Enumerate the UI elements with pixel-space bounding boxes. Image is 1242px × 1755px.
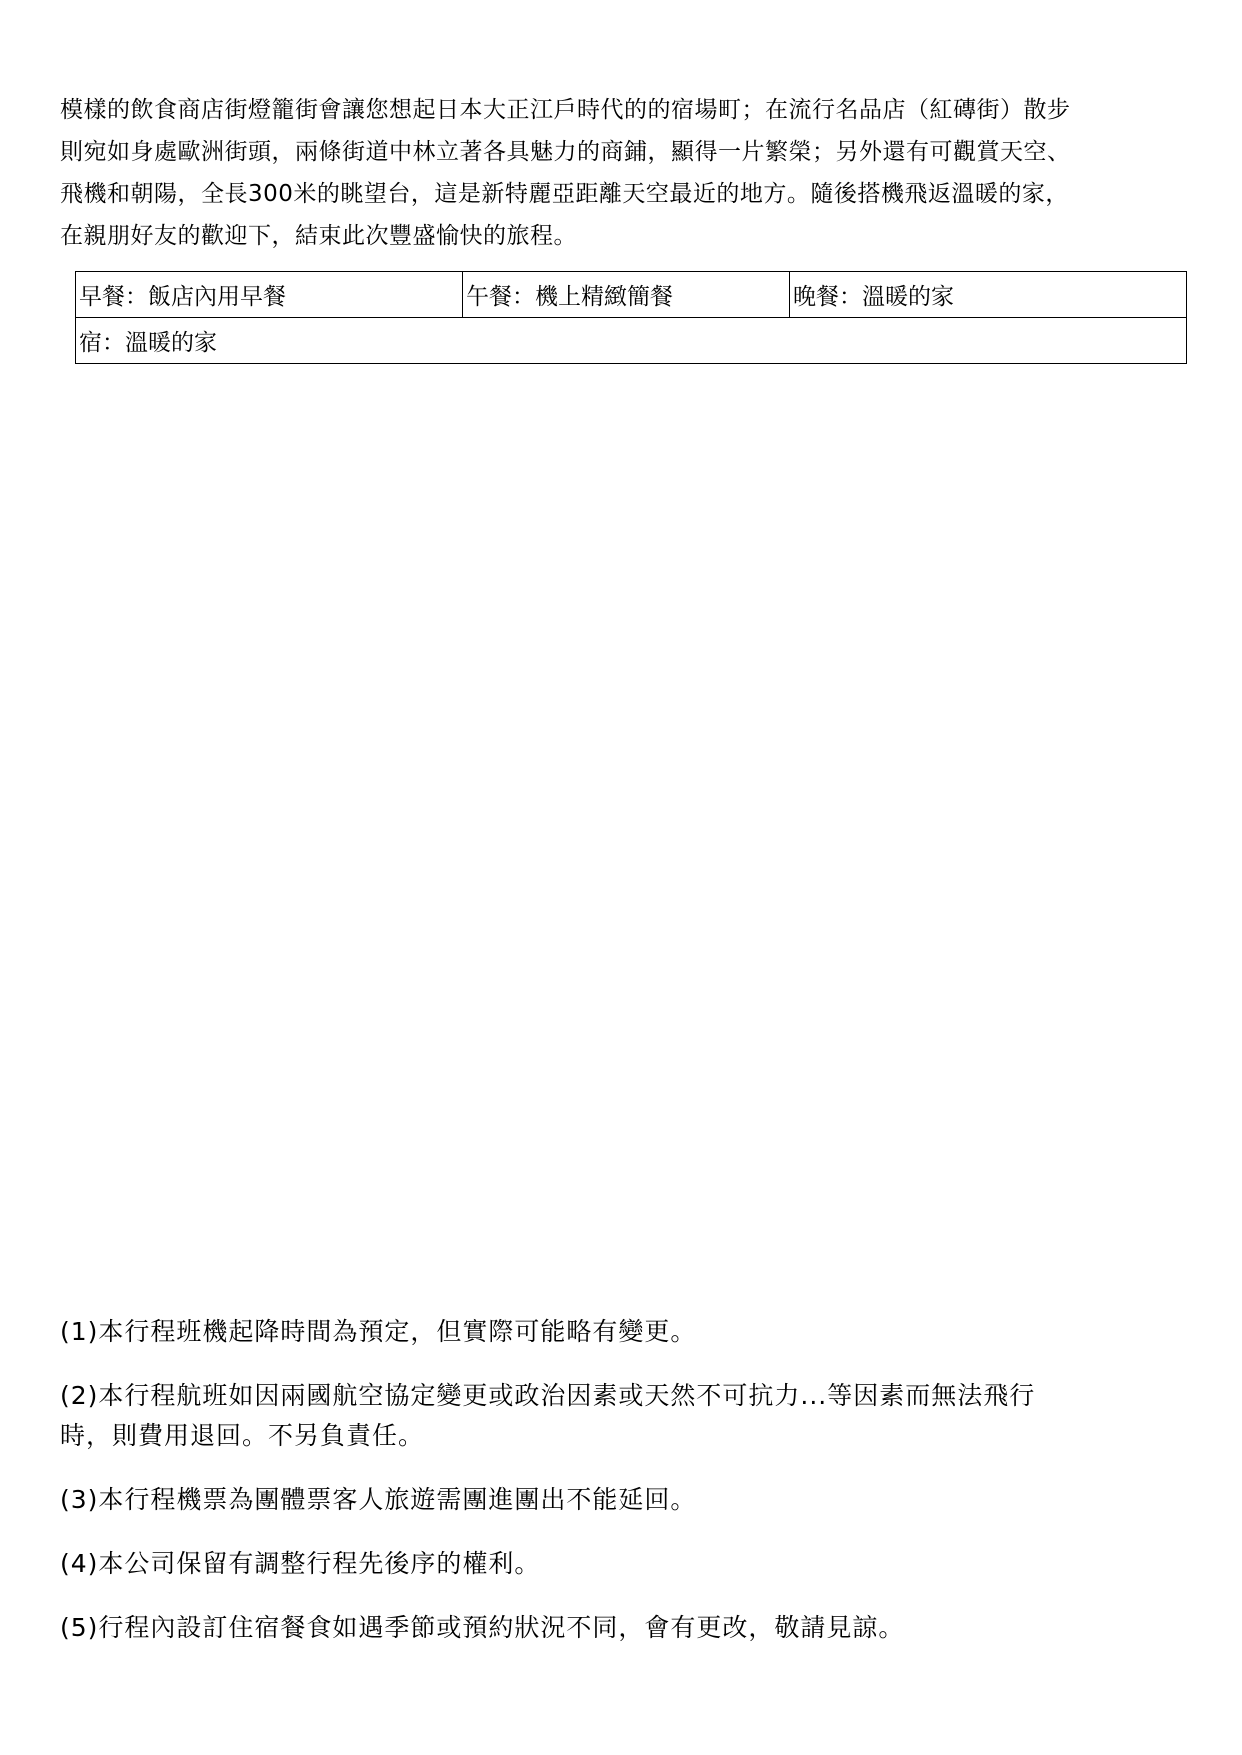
accommodation-cell: 宿：溫暖的家 xyxy=(76,318,1187,364)
note-text: (2)本行程航班如因兩國航空協定變更或政治因素或天然不可抗力...等因素而無法飛行 xyxy=(60,1381,1036,1410)
note-item xyxy=(60,1376,1190,1456)
breakfast-cell: 早餐：飯店內用早餐 xyxy=(76,272,463,318)
note-text: (3)本行程機票為團體票客人旅遊需團進團出不能延回。 xyxy=(60,1485,697,1514)
lunch-cell: 午餐：機上精緻簡餐 xyxy=(463,272,790,318)
dinner-cell: 晚餐：溫暖的家 xyxy=(790,272,1187,318)
meals-table xyxy=(75,271,1187,364)
note-text: 時，則費用退回。不另負責任。 xyxy=(60,1421,425,1450)
description-line: 模樣的飲食商店街燈籠街會讓您想起日本大正江戶時代的的宿場町；在流行名品店（紅磚街）散步 xyxy=(60,97,1071,123)
description-line: 在親朋好友的歡迎下，結束此次豐盛愉快的旅程。 xyxy=(60,223,577,249)
meals-row xyxy=(76,272,1187,318)
description-line: 飛機和朝陽，全長300米的眺望台，這是新特麗亞距離天空最近的地方。隨後搭機飛返溫暖的家， xyxy=(60,181,1069,207)
note-text: (4)本公司保留有調整行程先後序的權利。 xyxy=(60,1549,541,1578)
notes-section xyxy=(60,1312,1190,1672)
accommodation-row xyxy=(76,318,1187,364)
note-item xyxy=(60,1608,1190,1648)
note-text: (1)本行程班機起降時間為預定，但實際可能略有變更。 xyxy=(60,1317,697,1346)
note-item xyxy=(60,1480,1190,1520)
itinerary-description xyxy=(60,89,1180,257)
note-item xyxy=(60,1312,1190,1352)
note-item xyxy=(60,1544,1190,1584)
description-line: 則宛如身處歐洲街頭，兩條街道中林立著各具魅力的商鋪，顯得一片繁榮；另外還有可觀賞天空、 xyxy=(60,139,1071,165)
note-text: (5)行程內設訂住宿餐食如遇季節或預約狀況不同，會有更改，敬請見諒。 xyxy=(60,1613,905,1642)
